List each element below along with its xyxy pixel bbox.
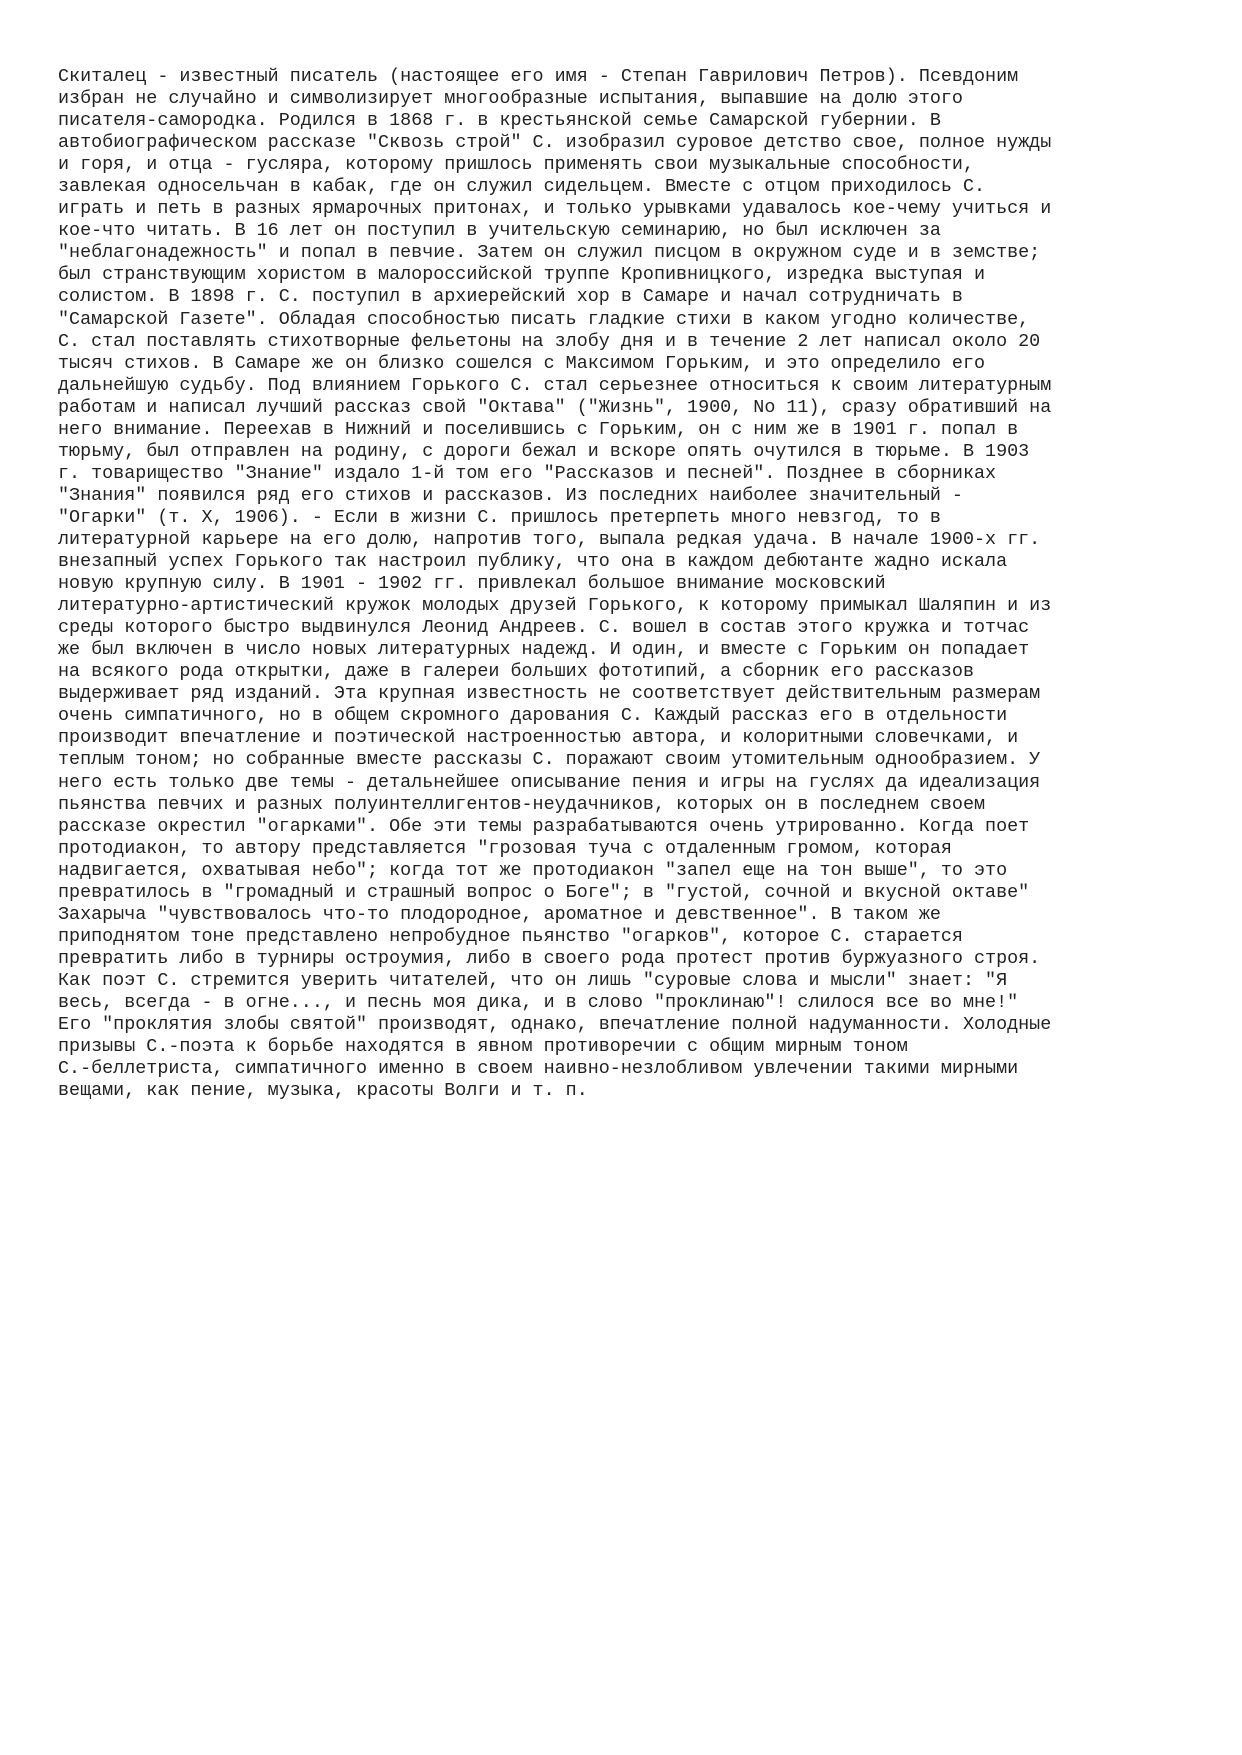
text-line: тысяч стихов. В Самаре же он близко сошелся с Максимом Горьким, и это определило его bbox=[58, 352, 986, 374]
text-line: автобиографическом рассказе "Сквозь строй" С. изобразил суровое детство свое, полное нужды bbox=[58, 132, 1052, 154]
text-line: завлекая односельчан в кабак, где он служил сидельцем. Вместе с отцом приходилось С. bbox=[58, 176, 986, 198]
text-line: литературно-артистический кружок молодых друзей Горького, к которому примыкал Шаляпин и из bbox=[58, 595, 1052, 617]
text-line: новую крупную силу. В 1901 - 1902 гг. привлекал большое внимание московский bbox=[58, 573, 886, 595]
article-text bbox=[58, 66, 1198, 1102]
text-line: писателя-самородка. Родился в 1868 г. в крестьянской семье Самарской губернии. В bbox=[58, 110, 941, 132]
text-line: тюрьму, был отправлен на родину, с дороги бежал и вскоре опять очутился в тюрьме. В 1903 bbox=[58, 440, 1030, 462]
text-line: него внимание. Переехав в Нижний и поселившись с Горьким, он с ним же в 1901 г. попал в bbox=[58, 418, 1019, 440]
text-line: солистом. В 1898 г. С. поступил в архиерейский хор в Самаре и начал сотрудничать в bbox=[58, 286, 963, 308]
text-line: работам и написал лучший рассказ свой "Октава" ("Жизнь", 1900, No 11), сразу обративший на bbox=[58, 396, 1052, 418]
text-line: превратилось в "громадный и страшный вопрос о Боге"; в "густой, сочной и вкусной октаве" bbox=[58, 881, 1030, 903]
text-line: среды которого быстро выдвинулся Леонид Андреев. С. вошел в состав этого кружка и тотчас bbox=[58, 617, 1030, 639]
text-line: избран не случайно и символизирует многообразные испытания, выпавшие на долю этого bbox=[58, 88, 963, 110]
text-line: очень симпатичного, но в общем скромного дарования С. Каждый рассказ его в отдельности bbox=[58, 705, 1008, 727]
text-line: же был включен в число новых литературных надежд. И один, и вместе с Горьким он попадает bbox=[58, 639, 1030, 661]
text-line: надвигается, охватывая небо"; когда тот же протодиакон "запел еще на тон выше", то это bbox=[58, 859, 1008, 881]
text-line: Скиталец - известный писатель (настоящее его имя - Степан Гаврилович Петров). Псевдоним bbox=[58, 66, 1019, 87]
text-line: рассказе окрестил "огарками". Обе эти темы разрабатываются очень утрированно. Когда поет bbox=[58, 815, 1030, 837]
text-line: С.-беллетриста, симпатичного именно в своем наивно-незлобливом увлечении такими мирными bbox=[58, 1058, 1019, 1080]
text-line: Захарыча "чувствовалось что-то плодородное, ароматное и девственное". В таком же bbox=[58, 903, 941, 925]
text-line: пьянства певчих и разных полуинтеллигентов-неудачников, которых он в последнем своем bbox=[58, 793, 986, 815]
text-line: призывы С.-поэта к борьбе находятся в явном противоречии с общим мирным тоном bbox=[58, 1036, 908, 1058]
text-line: приподнятом тоне представлено непробудное пьянство "огарков", которое С. старается bbox=[58, 925, 963, 947]
text-line: вещами, как пение, музыка, красоты Волги и т. п. bbox=[58, 1080, 588, 1102]
text-line: протодиакон, то автору представляется "грозовая туча с отдаленным громом, которая bbox=[58, 837, 952, 859]
text-line: Как поэт С. стремится уверить читателей, что он лишь "суровые слова и мысли" знает: "Я bbox=[58, 969, 1008, 991]
text-line: "Огарки" (т. X, 1906). - Если в жизни С. пришлось претерпеть много невзгод, то в bbox=[58, 506, 941, 528]
text-line: "Самарской Газете". Обладая способностью писать гладкие стихи в каком угодно количестве, bbox=[58, 308, 1030, 330]
text-line: весь, всегда - в огне..., и песнь моя дика, и в слово "проклинаю"! слилося все во мне!" bbox=[58, 991, 1019, 1013]
text-line: "неблагонадежность" и попал в певчие. Затем он служил писцом в окружном суде и в земстве; bbox=[58, 242, 1041, 264]
text-line: производит впечатление и поэтической настроенностью автора, и колоритными словечками, и bbox=[58, 727, 1019, 749]
text-line: литературной карьере на его долю, напротив того, выпала редкая удача. В начале 1900-х гг. bbox=[58, 528, 1041, 550]
text-line: на всякого рода открытки, даже в галереи больших фототипий, а сборник его рассказов bbox=[58, 661, 975, 683]
text-line: кое-что читать. В 16 лет он поступил в учительскую семинарию, но был исключен за bbox=[58, 220, 941, 242]
text-line: "Знания" появился ряд его стихов и рассказов. Из последних наиболее значительный - bbox=[58, 484, 963, 506]
text-line: внезапный успех Горького так настроил публику, что она в каждом дебютанте жадно искала bbox=[58, 551, 1008, 573]
text-line: Его "проклятия злобы святой" производят, однако, впечатление полной надуманности. Холодные bbox=[58, 1014, 1052, 1036]
text-line: превратить либо в турниры остроумия, либо в своего рода протест против буржуазного строя. bbox=[58, 947, 1041, 969]
text-line: теплым тоном; но собранные вместе рассказы С. поражают своим утомительным однообразием. У bbox=[58, 749, 1041, 771]
text-line: выдерживает ряд изданий. Эта крупная известность не соответствует действительным размерам bbox=[58, 683, 1041, 705]
text-line: г. товарищество "Знание" издало 1-й том его "Рассказов и песней". Позднее в сборниках bbox=[58, 462, 997, 484]
text-line: дальнейшую судьбу. Под влиянием Горького С. стал серьезнее относиться к своим литературным bbox=[58, 374, 1052, 396]
text-line: С. стал поставлять стихотворные фельетоны на злобу дня и в течение 2 лет написал около 20 bbox=[58, 330, 1041, 352]
text-line: играть и петь в разных ярмарочных притонах, и только урывками удавалось кое-чему учиться и bbox=[58, 198, 1052, 220]
text-line: был странствующим хористом в малороссийской труппе Кропивницкого, изредка выступая и bbox=[58, 264, 986, 286]
text-line: и горя, и отца - гусляра, которому пришлось применять свои музыкальные способности, bbox=[58, 154, 975, 176]
text-line: него есть только две темы - детальнейшее описывание пения и игры на гуслях да идеализация bbox=[58, 771, 1041, 793]
